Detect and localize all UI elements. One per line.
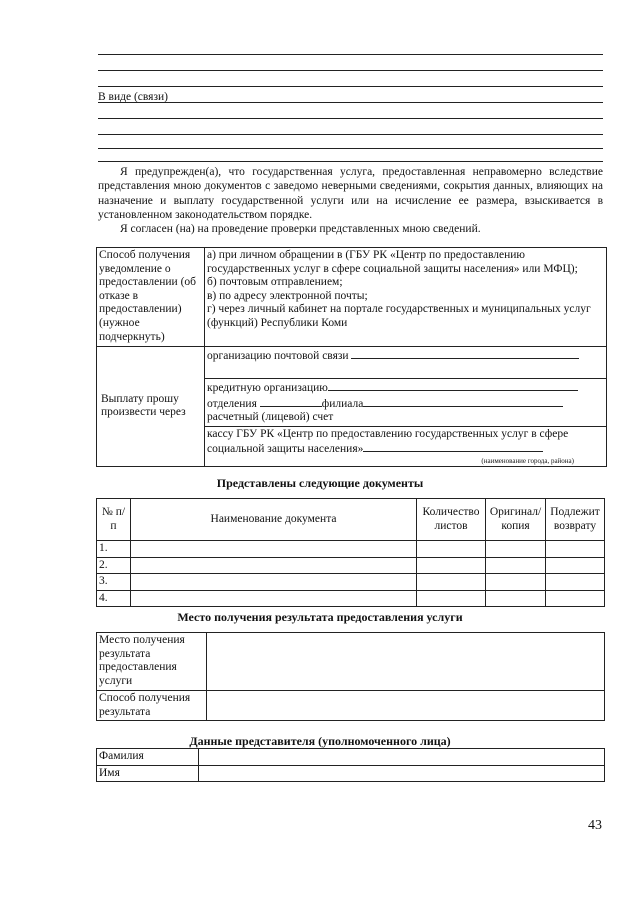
notify-option-c[interactable]: в) по адресу электронной почты; [207, 289, 368, 302]
table-row: 4. [97, 590, 605, 607]
blank-line [98, 134, 603, 135]
result-place-label: Место получения результата предоставления услуги [97, 633, 207, 691]
surname-label: Фамилия [97, 749, 199, 766]
table-row: 2. [97, 557, 605, 574]
documents-title: Представлены следующие документы [216, 476, 424, 490]
name-field[interactable] [199, 765, 605, 782]
warning-paragraph: Я предупрежден(а), что государственная услуга, предоставленная неправомерно вследствие представления мною документов с заведомо неверными сведениями, сокрытия данных, влияющих на назначение и выплату государственной услуги или на исчисление ее размера, взыскивается в установленном законодательством порядке. [98, 166, 603, 222]
post-org-label: организацию почтовой связи [207, 350, 349, 362]
blank-line [98, 86, 603, 87]
name-label: Имя [97, 765, 199, 782]
notify-option-d[interactable]: г) через личный кабинет на портале государственных и муниципальных услуг (функций) Республики Коми [207, 303, 591, 329]
table-row: 1. [97, 541, 605, 558]
notify-options [205, 248, 607, 347]
result-method-field[interactable] [207, 691, 605, 721]
header-doc-name: Наименование документа [131, 499, 417, 541]
header-sheet-count: Количество листов [417, 499, 486, 541]
account-label: расчетный (лицевой) счет [207, 411, 334, 424]
filial-label: филиала [321, 397, 364, 410]
notify-method-label: Способ получения уведомление о предоставлении (об отказе в предоставлении) (нужное подчеркнуть) [97, 248, 205, 347]
branch-field[interactable] [260, 396, 322, 407]
cashdesk-label: кассу ГБУ РК «Центр по предоставлению государственных услуг в сфере социальной защиты населения» [207, 427, 569, 456]
notify-option-b[interactable]: б) почтовым отправлением; [207, 276, 343, 289]
documents-table [96, 498, 605, 607]
post-org-field[interactable] [351, 348, 579, 359]
cashdesk-field[interactable] [363, 441, 543, 452]
representative-table [96, 748, 605, 782]
method-table [96, 247, 607, 467]
consent-paragraph: Я согласен (на) на проведение проверки представленных мною сведений. [120, 223, 481, 235]
result-table [96, 632, 605, 721]
blank-line [98, 161, 603, 162]
header-number: № п/п [97, 499, 131, 541]
credit-org-label: кредитную организацию [207, 382, 328, 394]
representative-title: Данные представителя (уполномоченного лица) [189, 734, 451, 748]
cashdesk-note: (наименование города, района) [481, 456, 574, 465]
delivery-type-label: В виде (связи) [98, 91, 168, 103]
result-method-label: Способ получения результата [97, 691, 207, 721]
blank-line [98, 102, 603, 103]
notify-option-a[interactable]: а) при личном обращении в (ГБУ РК «Центр по предоставлению государственных услуг в сфере социальной защиты населения» или МФЦ); [207, 249, 578, 275]
page-number: 43 [588, 818, 602, 833]
result-title: Место получения результата предоставления услуги [177, 610, 463, 624]
credit-org-cell [205, 379, 607, 427]
cashdesk-cell [205, 426, 607, 466]
branch-label: отделения [207, 397, 257, 410]
table-row: 3. [97, 574, 605, 591]
credit-org-field[interactable] [328, 380, 578, 391]
blank-line [98, 54, 603, 55]
blank-line [98, 70, 603, 71]
surname-field[interactable] [199, 749, 605, 766]
result-place-field[interactable] [207, 633, 605, 691]
header-returnable: Подлежит возврату [546, 499, 605, 541]
post-org-cell [205, 347, 607, 379]
blank-line [98, 148, 603, 149]
blank-line [98, 118, 603, 119]
header-original-copy: Оригинал/копия [486, 499, 546, 541]
payment-method-label: Выплату прошу произвести через [97, 347, 205, 467]
filial-field[interactable] [363, 396, 563, 407]
